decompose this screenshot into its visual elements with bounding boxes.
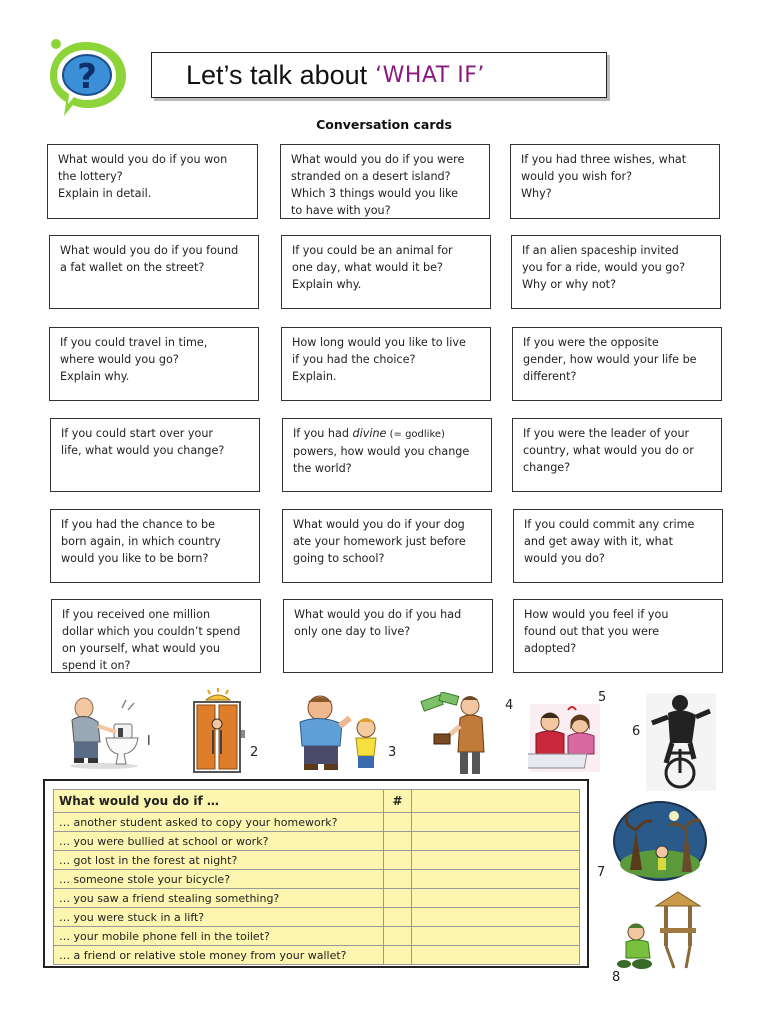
card-text: If you had xyxy=(293,427,353,440)
conversation-card: What would you do if you had only one day to live? xyxy=(283,599,493,673)
table-row xyxy=(54,832,580,851)
table-cell: … got lost in the forest at night? xyxy=(54,851,384,870)
conversation-card: If you were the leader of your country, what would you do or change? xyxy=(512,418,722,492)
answer-cell[interactable] xyxy=(384,927,412,946)
copy-homework-icon xyxy=(528,702,602,774)
conversation-card: If you could travel in time, where would you go? Explain why. xyxy=(49,327,259,401)
table-header-hash: # xyxy=(384,790,412,813)
phone-in-toilet-icon xyxy=(64,694,144,770)
table-header-blank xyxy=(412,790,580,813)
table-cell: … your mobile phone fell in the toilet? xyxy=(54,927,384,946)
question-bubble-icon xyxy=(46,36,130,120)
table-cell-blank xyxy=(412,813,580,832)
conversation-card: If you had the chance to be born again, in which country would you like to be born? xyxy=(50,509,260,583)
conversation-card: How would you feel if you found out that you were adopted? xyxy=(513,599,723,673)
table-cell: … someone stole your bicycle? xyxy=(54,870,384,889)
picture-number: 7 xyxy=(597,865,606,880)
answer-cell[interactable] xyxy=(384,851,412,870)
lost-in-forest-icon xyxy=(612,800,708,882)
conversation-card: If you could commit any crime and get away with it, what would you do? xyxy=(513,509,723,583)
table-header: What would you do if … xyxy=(54,790,384,813)
table-cell: … you were stuck in a lift? xyxy=(54,908,384,927)
bicycle-thief-icon xyxy=(646,693,716,791)
table-header-row xyxy=(54,790,580,813)
bully-icon xyxy=(290,694,384,774)
conversation-card: What would you do if you found a fat wallet on the street? xyxy=(49,235,259,309)
conversation-card: If you could start over your life, what would you change? xyxy=(50,418,260,492)
conversation-card: If you were the opposite gender, how would your life be different? xyxy=(512,327,722,401)
conversation-card: If you could be an animal for one day, what would it be? Explain why. xyxy=(281,235,491,309)
conversation-card: How long would you like to live if you had the choice? Explain. xyxy=(281,327,491,401)
matching-table-frame xyxy=(43,779,589,968)
conversation-card: If you received one million dollar which you couldn’t spend on yourself, what would you spend it on? xyxy=(51,599,261,673)
subtitle: Conversation cards xyxy=(316,117,452,132)
table-cell-blank xyxy=(412,889,580,908)
conversation-card: If you had three wishes, what would you wish for? Why? xyxy=(510,144,720,219)
answer-cell[interactable] xyxy=(384,946,412,965)
table-row xyxy=(54,870,580,889)
picture-number: 5 xyxy=(598,690,607,705)
conversation-card-divine xyxy=(282,418,492,492)
table-row xyxy=(54,927,580,946)
table-row xyxy=(54,946,580,965)
conversation-card: What would you do if your dog ate your homework just before going to school? xyxy=(282,509,492,583)
table-cell-blank xyxy=(412,851,580,870)
conversation-card: What would you do if you were stranded on a desert island? Which 3 things would you like to have with you? xyxy=(280,144,490,219)
picture-number: 2 xyxy=(250,745,259,760)
table-row xyxy=(54,908,580,927)
stuck-in-lift-icon xyxy=(190,688,246,774)
conversation-card: If an alien spaceship invited you for a ride, would you go? Why or why not? xyxy=(511,235,721,309)
table-cell-blank xyxy=(412,946,580,965)
picture-number: 6 xyxy=(632,724,641,739)
title-box xyxy=(151,52,607,98)
conversation-card: What would you do if you won the lottery? Explain in detail. xyxy=(47,144,258,219)
table-cell: … you were bullied at school or work? xyxy=(54,832,384,851)
card-note: (= godlike) xyxy=(386,429,445,440)
answer-cell[interactable] xyxy=(384,889,412,908)
card-emphasis: divine xyxy=(352,427,387,440)
picture-number: 3 xyxy=(388,745,397,760)
money-wallet-icon xyxy=(412,692,500,778)
table-cell: … a friend or relative stole money from your wallet? xyxy=(54,946,384,965)
svg-text:?: ? xyxy=(77,57,97,97)
page-title: Let’s talk about xyxy=(186,59,368,90)
answer-cell[interactable] xyxy=(384,908,412,927)
table-cell-blank xyxy=(412,832,580,851)
card-text: powers, how would you change the world? xyxy=(293,445,470,475)
matching-table xyxy=(53,789,580,965)
table-cell-blank xyxy=(412,927,580,946)
table-cell-blank xyxy=(412,908,580,927)
table-row xyxy=(54,851,580,870)
answer-cell[interactable] xyxy=(384,813,412,832)
table-row xyxy=(54,813,580,832)
table-cell: … another student asked to copy your homework? xyxy=(54,813,384,832)
table-cell: … you saw a friend stealing something? xyxy=(54,889,384,908)
table-row xyxy=(54,889,580,908)
table-cell-blank xyxy=(412,870,580,889)
answer-cell[interactable] xyxy=(384,832,412,851)
picture-number: 8 xyxy=(612,970,621,985)
answer-cell[interactable] xyxy=(384,870,412,889)
picture-number: l xyxy=(147,734,151,749)
page-title-accent: ‘WHAT IF’ xyxy=(375,62,485,88)
friend-stealing-icon xyxy=(616,888,706,970)
picture-number: 4 xyxy=(505,698,514,713)
